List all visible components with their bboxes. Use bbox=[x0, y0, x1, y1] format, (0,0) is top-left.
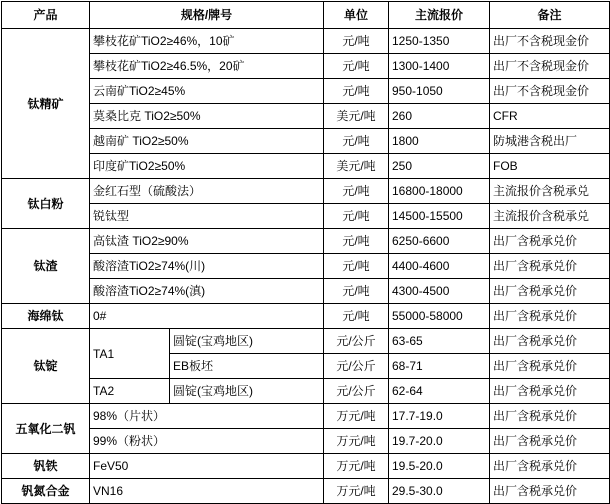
table-row bbox=[2, 104, 610, 129]
category-cell: 钛锭 bbox=[2, 329, 90, 404]
sub-spec-cell: 圆锭(宝鸡地区) bbox=[170, 379, 324, 404]
price-cell: 19.5-20.0 bbox=[389, 454, 490, 479]
table-row bbox=[2, 254, 610, 279]
spec-cell: 越南矿 TiO2≥50% bbox=[90, 129, 324, 154]
category-cell: 钛渣 bbox=[2, 229, 90, 304]
price-cell: 1800 bbox=[389, 129, 490, 154]
unit-cell: 元/吨 bbox=[324, 54, 389, 79]
table-row bbox=[2, 329, 610, 354]
table-row bbox=[2, 304, 610, 329]
spec-cell: 0# bbox=[90, 304, 324, 329]
note-cell: 主流报价含税承兑 bbox=[490, 204, 610, 229]
header-note: 备注 bbox=[490, 2, 610, 29]
note-cell: 出厂含税承兑价 bbox=[490, 329, 610, 354]
category-cell: 五氧化二钒 bbox=[2, 404, 90, 454]
price-cell: 17.7-19.0 bbox=[389, 404, 490, 429]
price-cell: 14500-15500 bbox=[389, 204, 490, 229]
spec-cell: 酸溶渣TiO2≥74%(川) bbox=[90, 254, 324, 279]
unit-cell: 万元/吨 bbox=[324, 404, 389, 429]
note-cell: 出厂含税承兑价 bbox=[490, 454, 610, 479]
unit-cell: 元/公斤 bbox=[324, 379, 389, 404]
price-cell: 68-71 bbox=[389, 354, 490, 379]
price-cell: 1250-1350 bbox=[389, 29, 490, 54]
note-cell: 出厂含税承兑价 bbox=[490, 429, 610, 454]
spec-cell: 高钛渣 TiO2≥90% bbox=[90, 229, 324, 254]
spec-cell: FeV50 bbox=[90, 454, 324, 479]
price-cell: 6250-6600 bbox=[389, 229, 490, 254]
price-cell: 1300-1400 bbox=[389, 54, 490, 79]
spec-cell: 锐钛型 bbox=[90, 204, 324, 229]
note-cell: 出厂含税承兑价 bbox=[490, 254, 610, 279]
note-cell: 出厂含税承兑价 bbox=[490, 229, 610, 254]
note-cell: 出厂含税承兑价 bbox=[490, 379, 610, 404]
price-cell: 950-1050 bbox=[389, 79, 490, 104]
unit-cell: 元/公斤 bbox=[324, 354, 389, 379]
table-row bbox=[2, 454, 610, 479]
unit-cell: 元/吨 bbox=[324, 29, 389, 54]
price-cell: 260 bbox=[389, 104, 490, 129]
table-row bbox=[2, 279, 610, 304]
unit-cell: 万元/吨 bbox=[324, 429, 389, 454]
table-row bbox=[2, 154, 610, 179]
note-cell: 出厂含税承兑价 bbox=[490, 304, 610, 329]
unit-cell: 元/吨 bbox=[324, 254, 389, 279]
unit-cell: 美元/吨 bbox=[324, 154, 389, 179]
price-cell: 4300-4500 bbox=[389, 279, 490, 304]
note-cell: 主流报价含税承兑 bbox=[490, 179, 610, 204]
note-cell: 出厂不含税现金价 bbox=[490, 79, 610, 104]
table-row bbox=[2, 54, 610, 79]
spec-cell: 金红石型（硫酸法） bbox=[90, 179, 324, 204]
spec-cell: 99%（粉状） bbox=[90, 429, 324, 454]
note-cell: CFR bbox=[490, 104, 610, 129]
titanium-vanadium-price-table bbox=[1, 1, 610, 504]
category-cell: 海绵钛 bbox=[2, 304, 90, 329]
price-table-sheet bbox=[0, 1, 610, 498]
unit-cell: 元/吨 bbox=[324, 304, 389, 329]
sub-spec-cell: EB板坯 bbox=[170, 354, 324, 379]
grade-cell: TA1 bbox=[90, 329, 170, 379]
spec-cell: VN16 bbox=[90, 479, 324, 504]
table-header-row bbox=[2, 2, 610, 29]
table-row bbox=[2, 204, 610, 229]
note-cell: 出厂含税承兑价 bbox=[490, 479, 610, 504]
header-price: 主流报价 bbox=[389, 2, 490, 29]
spec-cell: 98%（片状） bbox=[90, 404, 324, 429]
unit-cell: 元/吨 bbox=[324, 129, 389, 154]
table-row bbox=[2, 229, 610, 254]
table-row bbox=[2, 129, 610, 154]
note-cell: 出厂含税承兑价 bbox=[490, 354, 610, 379]
table-row bbox=[2, 179, 610, 204]
note-cell: 出厂不含税现金价 bbox=[490, 54, 610, 79]
price-cell: 4400-4600 bbox=[389, 254, 490, 279]
table-row bbox=[2, 379, 610, 404]
spec-cell: 莫桑比克 TiO2≥50% bbox=[90, 104, 324, 129]
spec-cell: 攀枝花矿TiO2≥46.5%，20矿 bbox=[90, 54, 324, 79]
price-cell: 55000-58000 bbox=[389, 304, 490, 329]
note-cell: 防城港含税出厂 bbox=[490, 129, 610, 154]
note-cell: 出厂不含税现金价 bbox=[490, 29, 610, 54]
grade-cell: TA2 bbox=[90, 379, 170, 404]
header-spec: 规格/牌号 bbox=[90, 2, 324, 29]
unit-cell: 元/吨 bbox=[324, 279, 389, 304]
note-cell: FOB bbox=[490, 154, 610, 179]
unit-cell: 美元/吨 bbox=[324, 104, 389, 129]
category-cell: 钒铁 bbox=[2, 454, 90, 479]
unit-cell: 元/吨 bbox=[324, 79, 389, 104]
unit-cell: 万元/吨 bbox=[324, 454, 389, 479]
table-row bbox=[2, 429, 610, 454]
table-body bbox=[2, 2, 610, 504]
spec-cell: 云南矿TiO2≥45% bbox=[90, 79, 324, 104]
category-cell: 钒氮合金 bbox=[2, 479, 90, 504]
price-cell: 19.7-20.0 bbox=[389, 429, 490, 454]
price-cell: 29.5-30.0 bbox=[389, 479, 490, 504]
spec-cell: 印度矿TiO2≥50% bbox=[90, 154, 324, 179]
unit-cell: 元/吨 bbox=[324, 229, 389, 254]
unit-cell: 元/公斤 bbox=[324, 329, 389, 354]
price-cell: 63-65 bbox=[389, 329, 490, 354]
price-cell: 250 bbox=[389, 154, 490, 179]
table-row bbox=[2, 479, 610, 504]
spec-cell: 攀枝花矿TiO2≥46%，10矿 bbox=[90, 29, 324, 54]
spec-cell: 酸溶渣TiO2≥74%(滇) bbox=[90, 279, 324, 304]
table-row bbox=[2, 29, 610, 54]
note-cell: 出厂含税承兑价 bbox=[490, 279, 610, 304]
header-unit: 单位 bbox=[324, 2, 389, 29]
price-cell: 62-64 bbox=[389, 379, 490, 404]
category-cell: 钛精矿 bbox=[2, 29, 90, 179]
unit-cell: 元/吨 bbox=[324, 179, 389, 204]
note-cell: 出厂含税承兑价 bbox=[490, 404, 610, 429]
header-product: 产品 bbox=[2, 2, 90, 29]
table-row bbox=[2, 79, 610, 104]
table-row bbox=[2, 404, 610, 429]
sub-spec-cell: 圆锭(宝鸡地区) bbox=[170, 329, 324, 354]
unit-cell: 元/吨 bbox=[324, 204, 389, 229]
price-cell: 16800-18000 bbox=[389, 179, 490, 204]
unit-cell: 万元/吨 bbox=[324, 479, 389, 504]
category-cell: 钛白粉 bbox=[2, 179, 90, 229]
